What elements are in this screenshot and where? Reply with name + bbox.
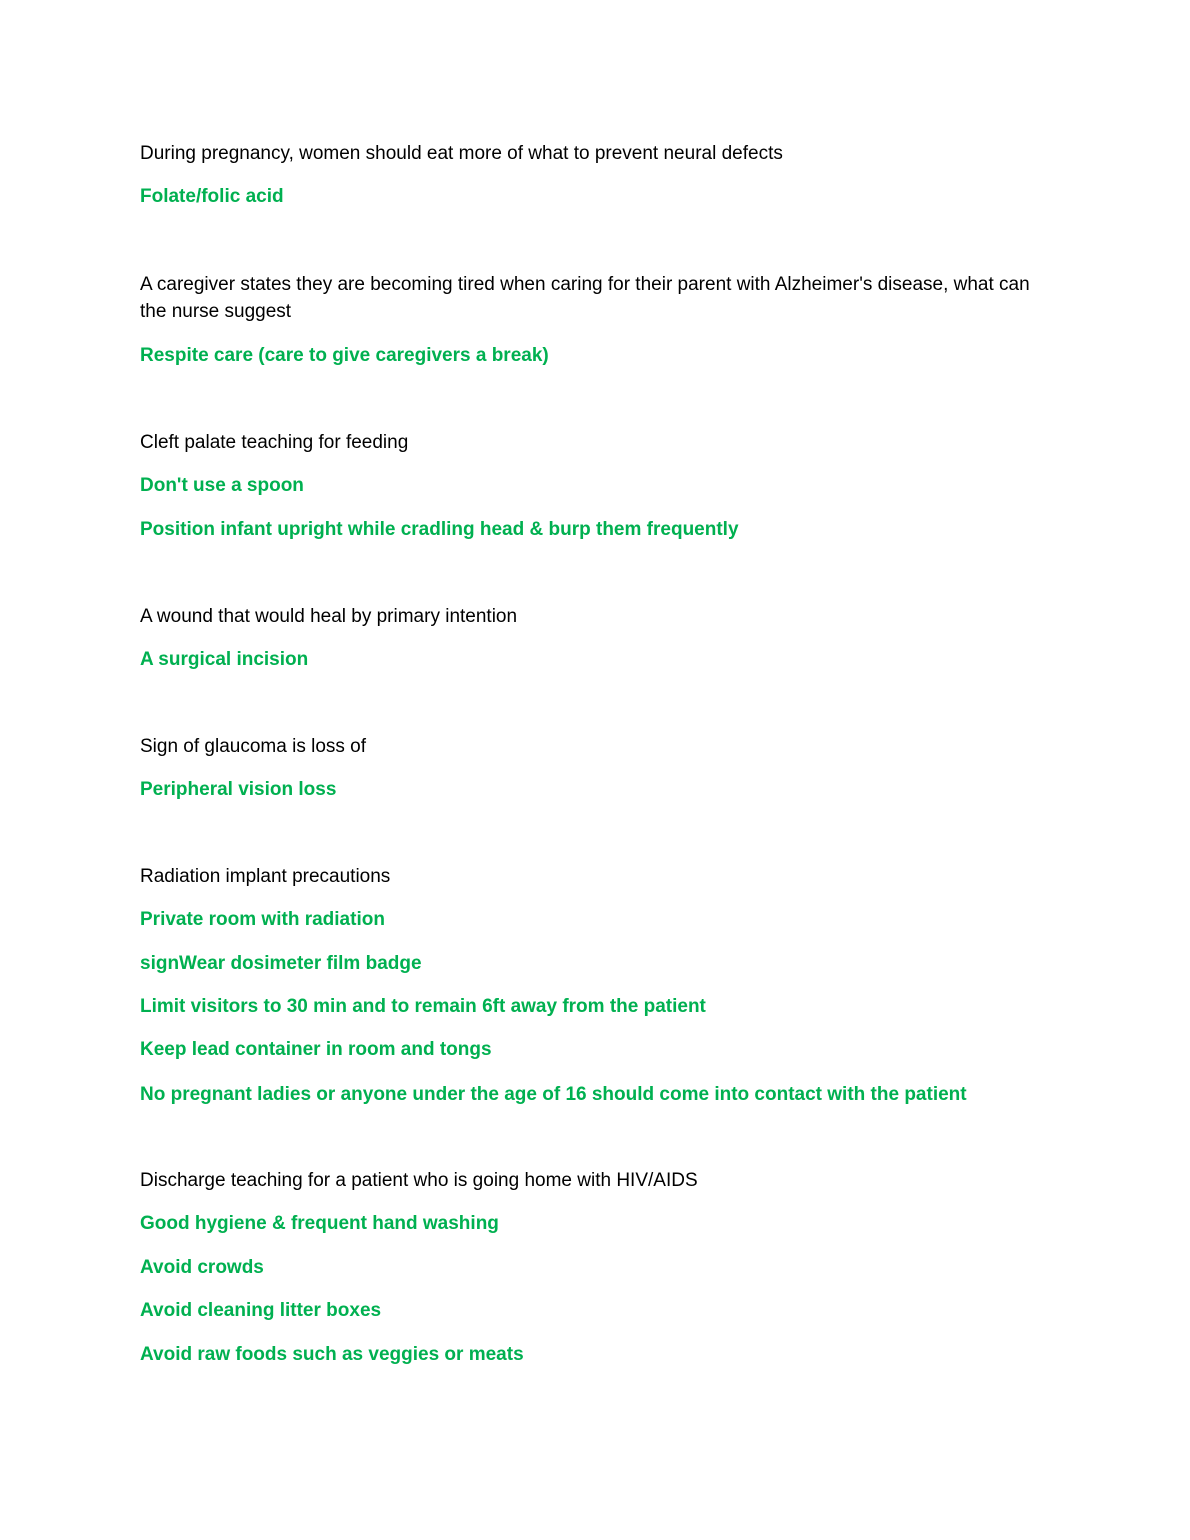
answer-text: No pregnant ladies or anyone under the age of 16 should come into contact with the patient <box>140 1084 967 1105</box>
answer-text: Good hygiene & frequent hand washing <box>140 1213 499 1234</box>
question-text: A caregiver states they are becoming tired when caring for their parent with Alzheimer's disease, what can the nurse suggest <box>140 274 1030 322</box>
answer-text: Private room with radiation <box>140 909 385 930</box>
answer-text: Don't use a spoon <box>140 475 304 496</box>
answer-text: Keep lead container in room and tongs <box>140 1039 492 1060</box>
question-text: During pregnancy, women should eat more of what to prevent neural defects <box>140 143 783 164</box>
answer-text: Limit visitors to 30 min and to remain 6ft away from the patient <box>140 996 706 1017</box>
answer-text: Position infant upright while cradling head & burp them frequently <box>140 519 739 540</box>
question-text: Radiation implant precautions <box>140 866 391 887</box>
answer-text: Avoid raw foods such as veggies or meats <box>140 1344 524 1365</box>
answer-text: Respite care (care to give caregivers a break) <box>140 345 549 366</box>
question-text: Discharge teaching for a patient who is going home with HIV/AIDS <box>140 1170 698 1191</box>
answer-text: Avoid crowds <box>140 1257 264 1278</box>
question-text: Cleft palate teaching for feeding <box>140 432 409 453</box>
answer-text: Avoid cleaning litter boxes <box>140 1300 382 1321</box>
answer-text: signWear dosimeter film badge <box>140 953 422 974</box>
answer-text: Folate/folic acid <box>140 186 284 207</box>
question-text: Sign of glaucoma is loss of <box>140 736 367 757</box>
question-text: A wound that would heal by primary intention <box>140 606 518 627</box>
answer-text: A surgical incision <box>140 649 309 670</box>
answer-text: Peripheral vision loss <box>140 779 337 800</box>
